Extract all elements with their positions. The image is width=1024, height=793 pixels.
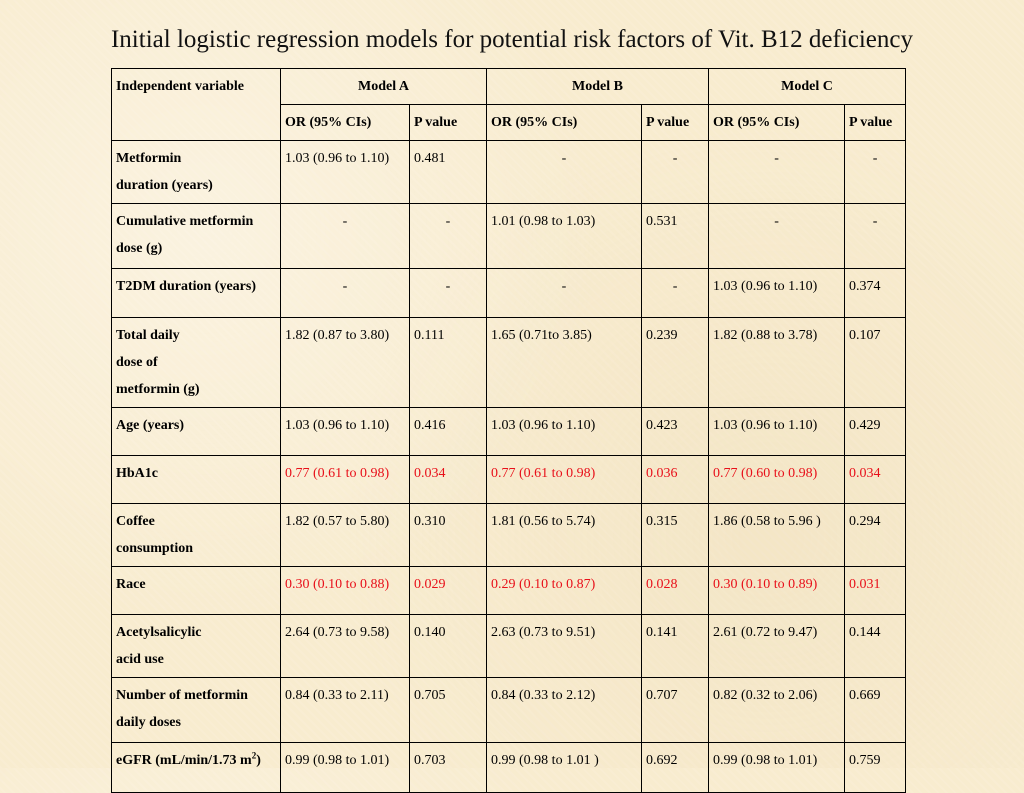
variable-label-line: dose of <box>116 355 158 370</box>
header-p-c: P value <box>845 105 906 141</box>
slide-title: Initial logistic regression models for potential risk factors of Vit. B12 deficiency <box>110 26 913 53</box>
variable-label-line: eGFR (mL/min/1.73 m <box>116 753 252 768</box>
header-independent-variable: Independent variable <box>112 69 281 141</box>
or-model-c-cell: 0.99 (0.98 to 1.01) <box>709 743 845 793</box>
header-or-c: OR (95% CIs) <box>709 105 845 141</box>
variable-label <box>112 141 281 204</box>
or-model-c-cell: - <box>709 204 845 269</box>
variable-label-line: Metformin <box>116 151 182 166</box>
or-model-c-cell: 1.03 (0.96 to 1.10) <box>709 408 845 456</box>
or-model-a-cell: 1.03 (0.96 to 1.10) <box>281 408 410 456</box>
table-row <box>112 204 906 269</box>
variable-label <box>112 567 281 615</box>
variable-label-line: metformin (g) <box>116 382 200 397</box>
variable-label-line: consumption <box>116 541 194 556</box>
p-model-c-cell: 0.031 <box>845 567 906 615</box>
or-model-c-cell: 0.77 (0.60 to 0.98) <box>709 456 845 504</box>
or-model-a-cell: 2.64 (0.73 to 9.58) <box>281 615 410 678</box>
variable-label <box>112 269 281 318</box>
table-row <box>112 269 906 318</box>
or-model-b-cell: 1.03 (0.96 to 1.10) <box>487 408 642 456</box>
p-model-a-cell: 0.416 <box>410 408 487 456</box>
p-model-b-cell: 0.239 <box>642 318 709 408</box>
p-model-a-cell: 0.111 <box>410 318 487 408</box>
p-model-c-cell: - <box>845 204 906 269</box>
variable-label-line: Number of metformin <box>116 688 248 703</box>
or-model-a-cell: 1.03 (0.96 to 1.10) <box>281 141 410 204</box>
p-model-c-cell: 0.107 <box>845 318 906 408</box>
p-model-a-cell: 0.034 <box>410 456 487 504</box>
variable-label <box>112 456 281 504</box>
or-model-c-cell: 1.03 (0.96 to 1.10) <box>709 269 845 318</box>
variable-label <box>112 318 281 408</box>
or-model-c-cell: 1.82 (0.88 to 3.78) <box>709 318 845 408</box>
p-model-b-cell: 0.028 <box>642 567 709 615</box>
header-p-a: P value <box>410 105 487 141</box>
variable-label-line: Coffee <box>116 514 155 529</box>
p-model-b-cell: 0.692 <box>642 743 709 793</box>
variable-label-line: Total daily <box>116 328 180 343</box>
or-model-b-cell: - <box>487 141 642 204</box>
p-model-b-cell: - <box>642 269 709 318</box>
or-model-c-cell: 1.86 (0.58 to 5.96 ) <box>709 504 845 567</box>
table-row <box>112 504 906 567</box>
or-model-b-cell: - <box>487 269 642 318</box>
p-model-b-cell: - <box>642 141 709 204</box>
p-model-b-cell: 0.423 <box>642 408 709 456</box>
or-model-b-cell: 0.84 (0.33 to 2.12) <box>487 678 642 743</box>
header-model-b: Model B <box>487 69 709 105</box>
p-model-a-cell: 0.705 <box>410 678 487 743</box>
or-model-b-cell: 0.29 (0.10 to 0.87) <box>487 567 642 615</box>
p-model-c-cell: - <box>845 141 906 204</box>
or-model-a-cell: - <box>281 269 410 318</box>
variable-label-line: dose (g) <box>116 241 163 256</box>
p-model-c-cell: 0.429 <box>845 408 906 456</box>
variable-label-line: ) <box>256 753 261 768</box>
or-model-b-cell: 0.77 (0.61 to 0.98) <box>487 456 642 504</box>
or-model-b-cell: 1.81 (0.56 to 5.74) <box>487 504 642 567</box>
p-model-c-cell: 0.669 <box>845 678 906 743</box>
or-model-a-cell: 1.82 (0.57 to 5.80) <box>281 504 410 567</box>
variable-label <box>112 615 281 678</box>
p-model-c-cell: 0.374 <box>845 269 906 318</box>
or-model-a-cell: 0.77 (0.61 to 0.98) <box>281 456 410 504</box>
variable-label-line: daily doses <box>116 715 181 730</box>
p-model-b-cell: 0.707 <box>642 678 709 743</box>
or-model-a-cell: 1.82 (0.87 to 3.80) <box>281 318 410 408</box>
table-row <box>112 141 906 204</box>
table-row <box>112 615 906 678</box>
or-model-c-cell: 0.30 (0.10 to 0.89) <box>709 567 845 615</box>
p-model-a-cell: 0.703 <box>410 743 487 793</box>
variable-label <box>112 408 281 456</box>
p-model-a-cell: 0.029 <box>410 567 487 615</box>
p-model-a-cell: 0.140 <box>410 615 487 678</box>
header-p-b: P value <box>642 105 709 141</box>
header-model-a: Model A <box>281 69 487 105</box>
variable-label <box>112 678 281 743</box>
or-model-a-cell: 0.30 (0.10 to 0.88) <box>281 567 410 615</box>
p-model-c-cell: 0.294 <box>845 504 906 567</box>
or-model-b-cell: 2.63 (0.73 to 9.51) <box>487 615 642 678</box>
header-or-a: OR (95% CIs) <box>281 105 410 141</box>
p-model-b-cell: 0.036 <box>642 456 709 504</box>
table-row <box>112 678 906 743</box>
or-model-b-cell: 1.65 (0.71to 3.85) <box>487 318 642 408</box>
or-model-c-cell: 0.82 (0.32 to 2.06) <box>709 678 845 743</box>
superscript: 2 <box>251 750 257 761</box>
regression-table <box>111 68 906 793</box>
variable-label <box>112 204 281 269</box>
variable-label-line: Cumulative metformin <box>116 214 254 229</box>
table-row <box>112 318 906 408</box>
header-model-c: Model C <box>709 69 906 105</box>
or-model-a-cell: 0.99 (0.98 to 1.01) <box>281 743 410 793</box>
p-model-c-cell: 0.144 <box>845 615 906 678</box>
or-model-c-cell: 2.61 (0.72 to 9.47) <box>709 615 845 678</box>
p-model-b-cell: 0.531 <box>642 204 709 269</box>
p-model-a-cell: 0.481 <box>410 141 487 204</box>
p-model-b-cell: 0.141 <box>642 615 709 678</box>
variable-label <box>112 504 281 567</box>
table-row <box>112 567 906 615</box>
p-model-c-cell: 0.034 <box>845 456 906 504</box>
p-model-a-cell: 0.310 <box>410 504 487 567</box>
table-row <box>112 456 906 504</box>
table-row <box>112 408 906 456</box>
or-model-b-cell: 1.01 (0.98 to 1.03) <box>487 204 642 269</box>
p-model-a-cell: - <box>410 204 487 269</box>
p-model-c-cell: 0.759 <box>845 743 906 793</box>
variable-label-line: Acetylsalicylic <box>116 625 202 640</box>
or-model-c-cell: - <box>709 141 845 204</box>
p-model-b-cell: 0.315 <box>642 504 709 567</box>
variable-label-line: HbA1c <box>116 466 158 481</box>
variable-label-line: T2DM duration (years) <box>116 279 256 294</box>
header-row-models <box>112 69 906 105</box>
or-model-a-cell: - <box>281 204 410 269</box>
or-model-a-cell: 0.84 (0.33 to 2.11) <box>281 678 410 743</box>
p-model-a-cell: - <box>410 269 487 318</box>
variable-label-line: Age (years) <box>116 418 185 433</box>
header-or-b: OR (95% CIs) <box>487 105 642 141</box>
or-model-b-cell: 0.99 (0.98 to 1.01 ) <box>487 743 642 793</box>
variable-label-line: Race <box>116 577 146 592</box>
variable-label-line: duration (years) <box>116 178 213 193</box>
variable-label-line: acid use <box>116 652 164 667</box>
